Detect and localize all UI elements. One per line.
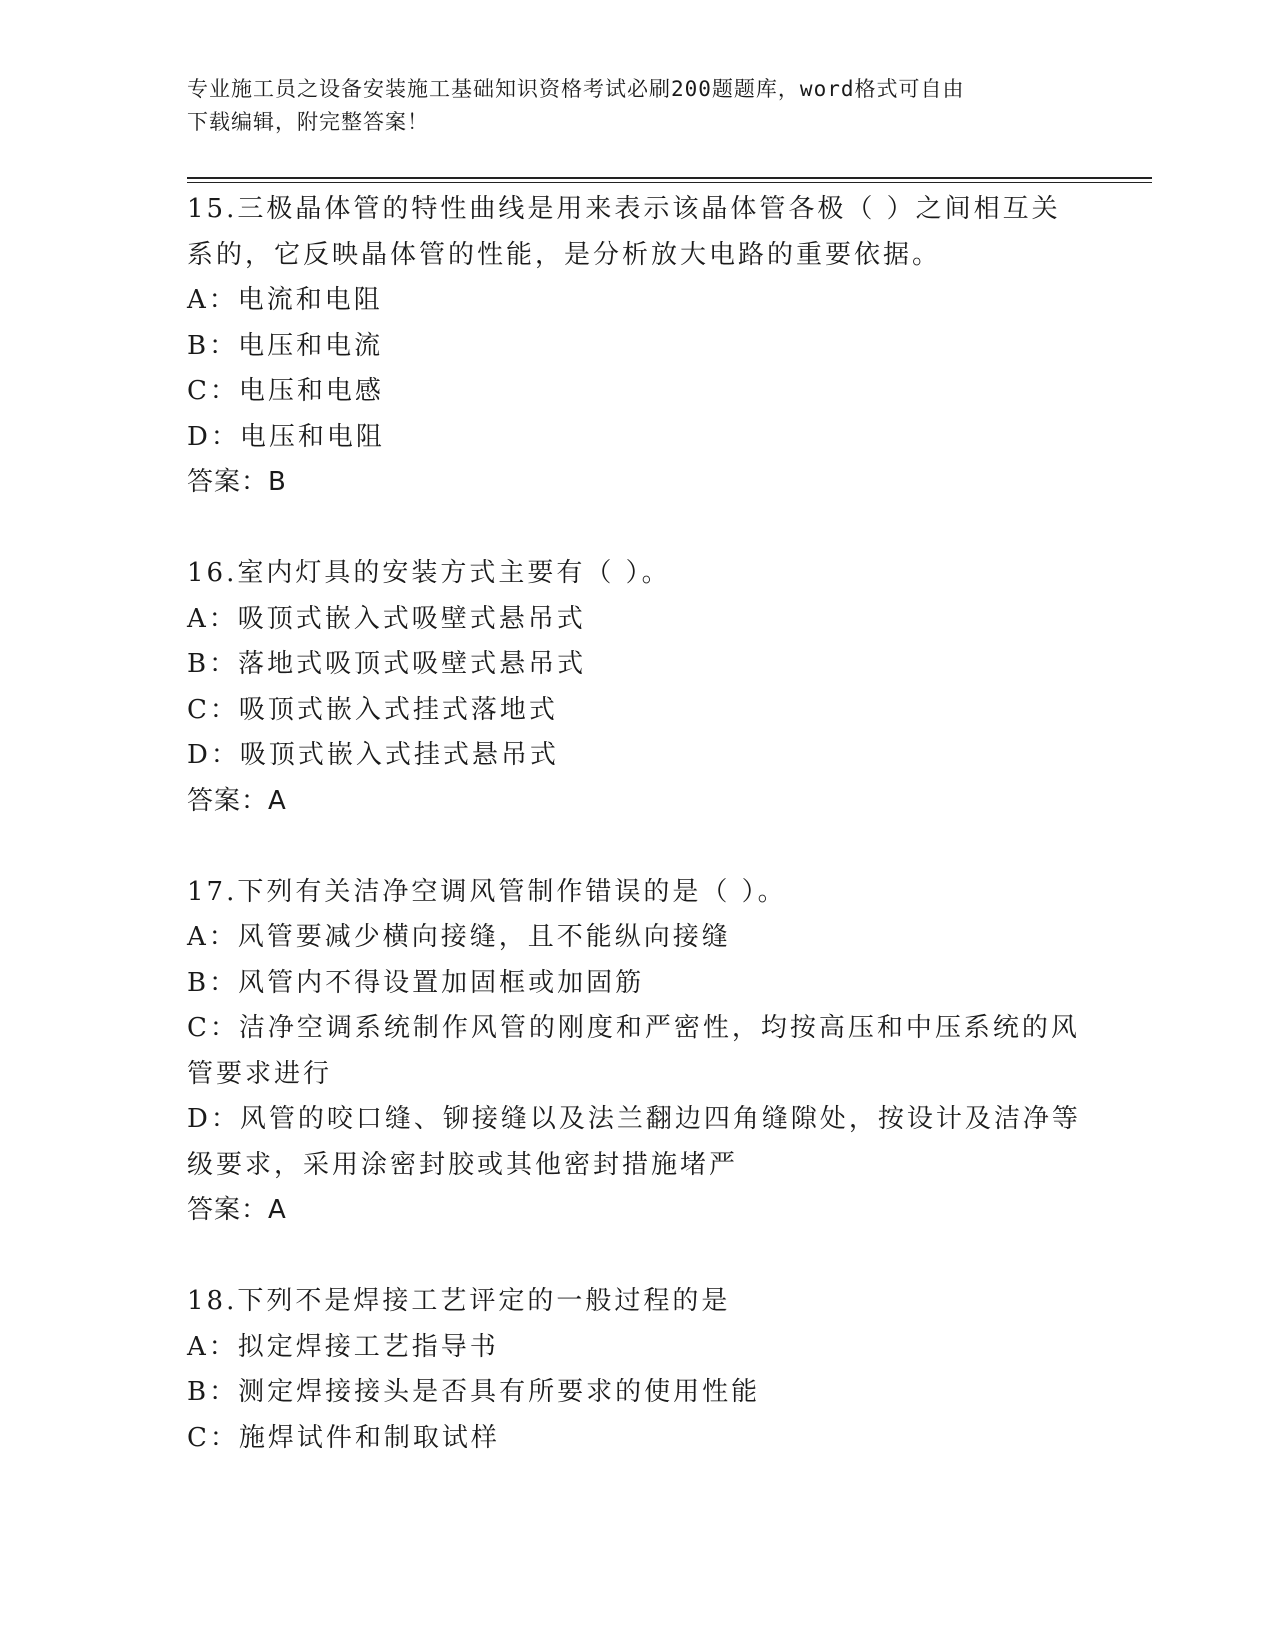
question-2: [187, 551, 1087, 870]
question-4: [187, 1279, 1087, 1461]
answer-line: 答案：A: [187, 785, 287, 816]
option-line: A：风管要减少横向接缝，且不能纵向接缝: [187, 922, 731, 952]
question-stem-line: 18.下列不是焊接工艺评定的一般过程的是: [187, 1286, 731, 1316]
question-spacer: [187, 1234, 1087, 1280]
option-line: C：电压和电感: [187, 376, 384, 406]
option-line: A：电流和电阻: [187, 285, 383, 315]
option-line: D：风管的咬口缝、铆接缝以及法兰翻边四角缝隙处，按设计及洁净等: [187, 1104, 1081, 1134]
answer-line: 答案：B: [187, 467, 287, 497]
option-line: A：拟定焊接工艺指导书: [187, 1331, 499, 1362]
option-line: B：落地式吸顶式吸壁式悬吊式: [187, 649, 587, 679]
option-line: C：吸顶式嵌入式挂式落地式: [187, 694, 558, 725]
header-divider-thin: [187, 182, 1152, 183]
answer-line: 答案：A: [187, 1195, 287, 1225]
question-3: [187, 870, 1087, 1280]
option-line: D：电压和电阻: [187, 421, 385, 452]
document-header: [187, 73, 1067, 139]
option-line: C：施焊试件和制取试样: [187, 1422, 500, 1453]
question-stem-line: 16.室内灯具的安装方式主要有（ ）。: [187, 558, 671, 588]
question-spacer: [187, 824, 1087, 870]
option-line: A：吸顶式嵌入式吸壁式悬吊式: [187, 603, 586, 634]
option-line: 级要求，采用涂密封胶或其他密封措施堵严: [187, 1149, 739, 1180]
option-line: D：吸顶式嵌入式挂式悬吊式: [187, 740, 559, 770]
header-line-1: 专业施工员之设备安装施工基础知识资格考试必刷200题题库，word格式可自由: [187, 77, 965, 101]
header-divider-thick: [187, 177, 1152, 179]
option-line: 管要求进行: [187, 1058, 333, 1089]
option-line: B：电压和电流: [187, 330, 384, 361]
question-stem-line: 系的，它反映晶体管的性能，是分析放大电路的重要依据。: [187, 239, 942, 270]
question-1: [187, 187, 1087, 551]
header-line-2: 下载编辑，附完整答案！: [187, 110, 429, 134]
question-stem-line: 17.下列有关洁净空调风管制作错误的是（ ）。: [187, 876, 787, 907]
question-stem-line: 15.三极晶体管的特性曲线是用来表示该晶体管各极（ ）之间相互关: [187, 194, 1061, 224]
question-list: [187, 187, 1087, 1461]
option-line: B：测定焊接接头是否具有所要求的使用性能: [187, 1377, 761, 1407]
option-line: C：洁净空调系统制作风管的刚度和严密性，均按高压和中压系统的风: [187, 1013, 1080, 1043]
question-spacer: [187, 506, 1087, 552]
option-line: B：风管内不得设置加固框或加固筋: [187, 967, 645, 998]
